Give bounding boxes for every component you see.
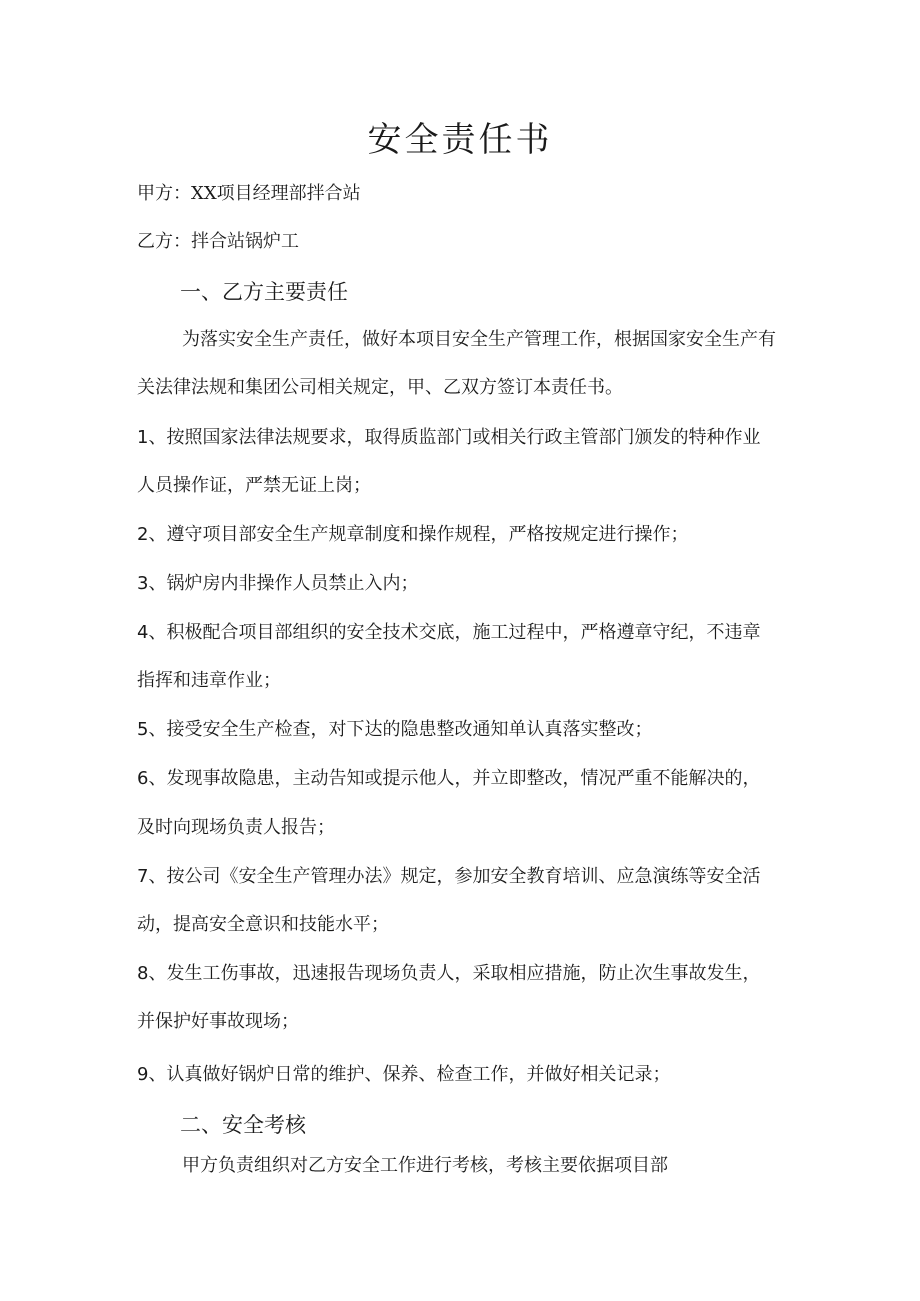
party-b: 乙方：拌合站锅炉工	[137, 231, 299, 252]
intro-line-2: 关法律法规和集团公司相关规定，甲、乙双方签订本责任书。	[137, 377, 623, 398]
item-text: 、按公司《安全生产管理办法》规定，参加安全教育培训、应急演练等安全活	[148, 866, 761, 887]
list-item	[137, 717, 652, 743]
list-item	[137, 766, 760, 792]
item-text: 、发生工伤事故，迅速报告现场负责人，采取相应措施，防止次生事故发生，	[148, 963, 761, 984]
item-text: 、按照国家法律法规要求，取得质监部门或相关行政主管部门颁发的特种作业	[148, 427, 761, 448]
item-continuation: 指挥和违章作业；	[137, 670, 281, 691]
item-text: 、接受安全生产检查，对下达的隐患整改通知单认真落实整改；	[148, 719, 653, 740]
list-item	[137, 961, 760, 987]
list-item	[137, 864, 760, 890]
section-2-heading: 二、安全考核	[180, 1113, 306, 1137]
item-text: 、认真做好锅炉日常的维护、保养、检查工作，并做好相关记录；	[148, 1064, 671, 1085]
item-continuation: 动，提高安全意识和技能水平；	[137, 914, 389, 935]
item-continuation: 并保护好事故现场；	[137, 1011, 299, 1032]
item-number: 2	[137, 524, 149, 545]
item-text: 、遵守项目部安全生产规章制度和操作规程，严格按规定进行操作；	[148, 524, 689, 545]
list-item	[137, 425, 760, 451]
item-number: 5	[137, 719, 149, 740]
item-text: 、发现事故隐患，主动告知或提示他人，并立即整改，情况严重不能解决的，	[148, 768, 761, 789]
item-text: 、锅炉房内非操作人员禁止入内；	[148, 573, 419, 594]
list-item	[137, 522, 688, 548]
list-item	[137, 571, 418, 597]
section-2-text: 甲方负责组织对乙方安全工作进行考核，考核主要依据项目部	[182, 1155, 668, 1176]
item-number: 3	[137, 573, 149, 594]
list-item	[137, 620, 760, 646]
party-a: 甲方：XX项目经理部拌合站	[137, 183, 361, 204]
item-number: 4	[137, 622, 149, 643]
document-title: 安全责任书	[367, 120, 553, 160]
intro-line-1: 为落实安全生产责任，做好本项目安全生产管理工作，根据国家安全生产有	[182, 329, 776, 350]
section-1-heading: 一、乙方主要责任	[180, 280, 348, 304]
list-item	[137, 1062, 670, 1088]
item-number: 6	[137, 768, 149, 789]
item-continuation: 人员操作证，严禁无证上岗；	[137, 475, 371, 496]
item-text: 、积极配合项目部组织的安全技术交底，施工过程中，严格遵章守纪，不违章	[148, 622, 761, 643]
item-number: 9	[137, 1064, 149, 1085]
item-number: 7	[137, 866, 149, 887]
item-number: 8	[137, 963, 149, 984]
item-continuation: 及时向现场负责人报告；	[137, 817, 335, 838]
item-number: 1	[137, 427, 149, 448]
